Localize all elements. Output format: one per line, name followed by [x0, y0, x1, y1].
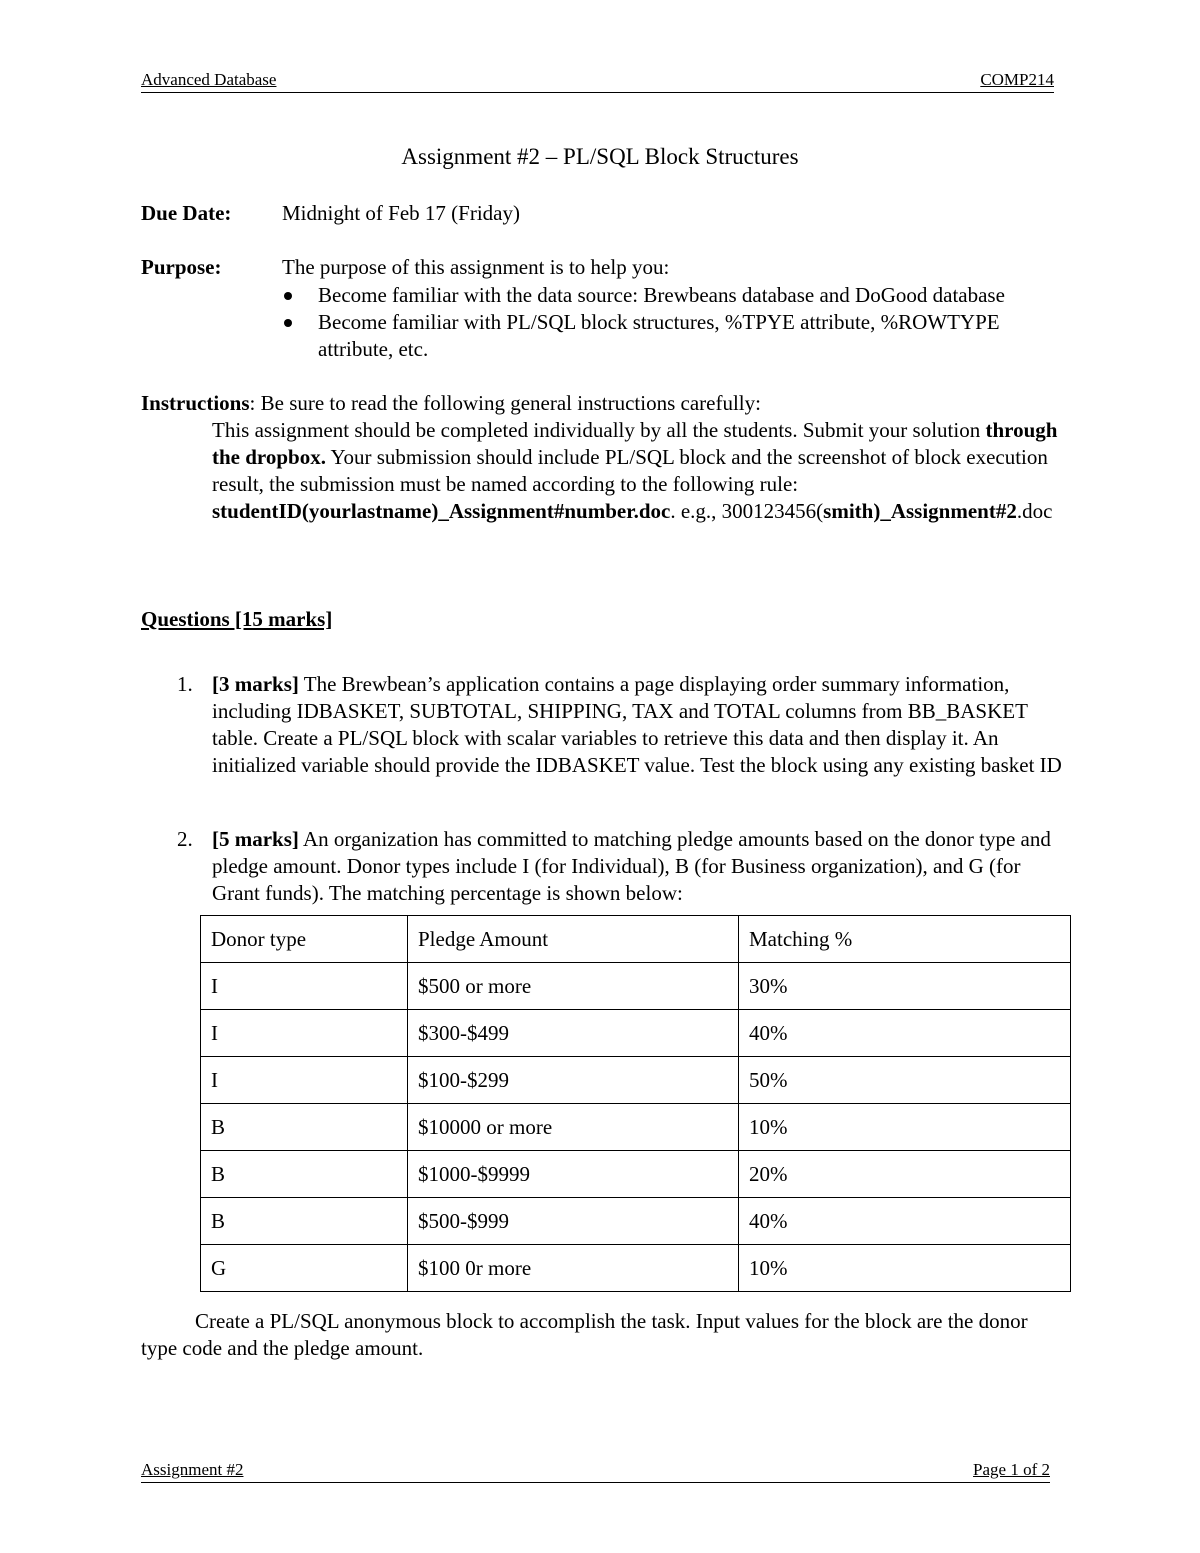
table-header-cell: Pledge Amount [408, 916, 739, 963]
table-cell: I [201, 1010, 408, 1057]
question-number: 2. [177, 827, 193, 851]
question-number: 1. [177, 672, 193, 696]
table-cell: I [201, 963, 408, 1010]
table-cell: 20% [739, 1151, 1071, 1198]
question-text [212, 671, 1072, 779]
purpose-bullet-list [282, 282, 1042, 363]
table-cell: $500-$999 [408, 1198, 739, 1245]
instructions-body [212, 417, 1072, 525]
table-row [201, 1057, 1071, 1104]
table-cell: $1000-$9999 [408, 1151, 739, 1198]
table-row [201, 1104, 1071, 1151]
table-header-cell: Matching % [739, 916, 1071, 963]
instructions-example: smith)_Assignment#2 [823, 499, 1017, 523]
instructions-lead: : Be sure to read the following general instructions carefully: [249, 391, 761, 415]
instructions-text-1: This assignment should be completed individually by all the students. Submit your solution [212, 418, 986, 442]
table-header-cell: Donor type [201, 916, 408, 963]
table-header-row [201, 916, 1071, 963]
table-row [201, 1010, 1071, 1057]
closing-paragraph [141, 1308, 1061, 1362]
instructions-naming-rule: studentID(yourlastname)_Assignment#number.doc [212, 499, 671, 523]
instructions-text-3: . e.g., 300123456( [670, 499, 824, 523]
footer-page-number: Page 1 of 2 [973, 1460, 1050, 1479]
table-cell: B [201, 1104, 408, 1151]
table-row [201, 1245, 1071, 1292]
closing-text: Create a PL/SQL anonymous block to accomplish the task. Input values for the block are the donor type code and the pledge amount. [141, 1309, 1028, 1360]
instructions-text-2: Your submission should include PL/SQL block and the screenshot of block execution result, the submission must be named according to the following rule: [212, 445, 1048, 496]
table-cell: $500 or more [408, 963, 739, 1010]
questions-heading: Questions [15 marks] [141, 607, 333, 631]
instructions-dropbox: through the dropbox. [212, 418, 1058, 469]
table-row [201, 963, 1071, 1010]
table-cell: 30% [739, 963, 1071, 1010]
question-body: An organization has committed to matching pledge amounts based on the donor type and pledge amount. Donor types include I (for Individual), B (for Business organization), and G (for Grant funds). The matching percentage is shown below: [212, 827, 1051, 905]
table-row [201, 1198, 1071, 1245]
table-cell: 40% [739, 1198, 1071, 1245]
instructions-line [141, 390, 1061, 417]
table-cell: B [201, 1151, 408, 1198]
table-cell: G [201, 1245, 408, 1292]
bullet-icon [284, 292, 292, 300]
question-text [212, 826, 1072, 907]
question-marks: [5 marks] [212, 827, 299, 851]
question-body: The Brewbean’s application contains a page displaying order summary information, including IDBASKET, SUBTOTAL, SHIPPING, TAX and TOTAL columns from BB_BASKET table. Create a PL/SQL block with scalar variables to retrieve this data and then display it. An initialized variable should provide the IDBASKET value. Test the block using any existing basket ID [212, 672, 1062, 777]
question-marks: [3 marks] [212, 672, 299, 696]
table-row [201, 1151, 1071, 1198]
purpose-bullet [282, 309, 1042, 363]
due-date-label: Due Date: [141, 201, 232, 225]
instructions-label: Instructions [141, 391, 250, 415]
table-cell: $300-$499 [408, 1010, 739, 1057]
purpose-intro: The purpose of this assignment is to help you: [282, 255, 670, 279]
matching-table [200, 915, 1071, 1292]
page-footer [141, 1460, 1050, 1483]
purpose-bullet [282, 282, 1042, 309]
bullet-icon [284, 319, 292, 327]
table-cell: $10000 or more [408, 1104, 739, 1151]
table-cell: B [201, 1198, 408, 1245]
table-cell: 10% [739, 1104, 1071, 1151]
purpose-bullet-text: Become familiar with PL/SQL block structures, %TPYE attribute, %ROWTYPE attribute, etc. [318, 310, 1000, 361]
table-cell: 40% [739, 1010, 1071, 1057]
document-title: Assignment #2 – PL/SQL Block Structures [401, 144, 799, 169]
table-cell: I [201, 1057, 408, 1104]
due-date-value: Midnight of Feb 17 (Friday) [282, 201, 520, 225]
footer-doc-name: Assignment #2 [141, 1460, 244, 1479]
header-course-code: COMP214 [980, 70, 1054, 89]
header-course-name: Advanced Database [141, 70, 277, 89]
purpose-label: Purpose: [141, 255, 222, 279]
page-header [141, 70, 1054, 93]
instructions-text-4: .doc [1016, 499, 1053, 523]
table-cell: $100-$299 [408, 1057, 739, 1104]
table-cell: $100 0r more [408, 1245, 739, 1292]
table-cell: 50% [739, 1057, 1071, 1104]
purpose-bullet-text: Become familiar with the data source: Brewbeans database and DoGood database [318, 283, 1005, 307]
table-cell: 10% [739, 1245, 1071, 1292]
